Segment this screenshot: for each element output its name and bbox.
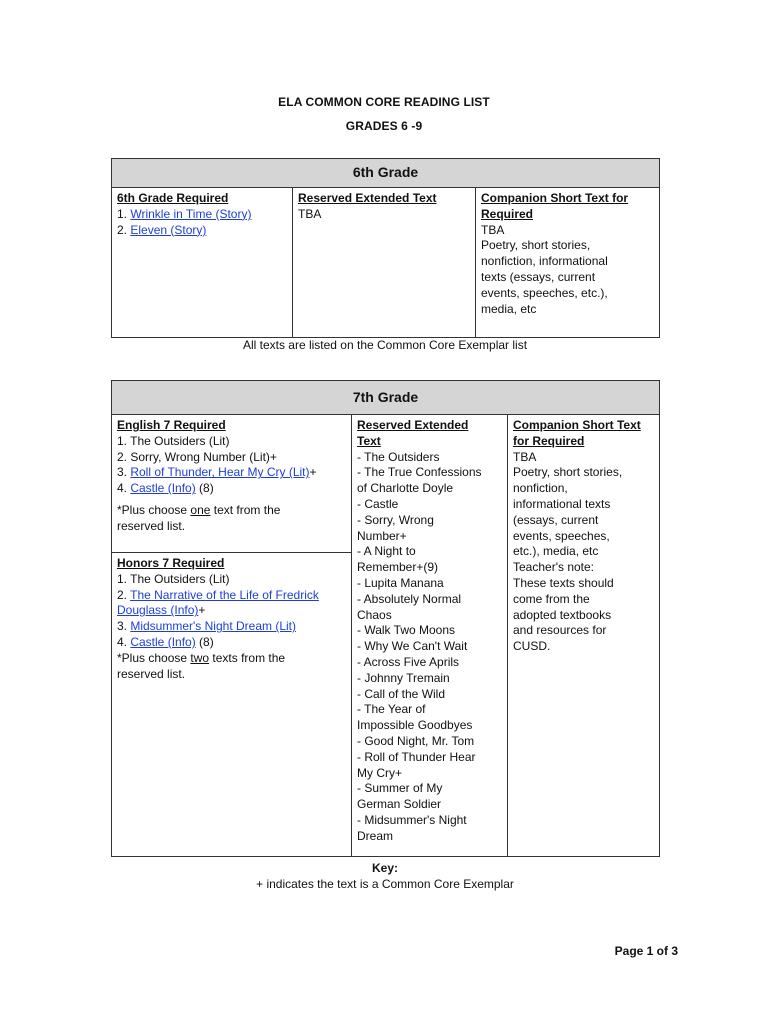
grade6-companion-heading: Companion Short Text for Required	[481, 191, 629, 221]
text-line: - The Year of	[357, 702, 426, 717]
midsummer-link[interactable]: Midsummer's Night Dream (Lit)	[130, 619, 296, 634]
plus-choose-text: *Plus choose one text from the	[117, 502, 281, 517]
text-line: TBA	[513, 449, 537, 464]
grade7-header: 7th Grade	[112, 381, 660, 415]
grade7-table	[111, 380, 660, 857]
text-line: events, speeches,	[513, 528, 610, 543]
text-line: nonfiction, informational	[481, 254, 608, 269]
text-line: These texts should	[513, 575, 614, 590]
text-line: - Walk Two Moons	[357, 623, 456, 638]
document-title: ELA COMMON CORE READING LIST	[278, 95, 490, 109]
grade6-reserved-heading: Reserved Extended Text	[298, 191, 437, 205]
text-line: - Lupita Manana	[357, 575, 444, 590]
grade6-reserved-cell	[293, 188, 476, 338]
text-line: - Johnny Tremain	[357, 670, 450, 685]
text-line: My Cry+	[357, 765, 402, 780]
text-line: - The Outsiders	[357, 449, 440, 464]
text-line: - Absolutely Normal	[357, 591, 462, 606]
honors7-cell	[112, 553, 352, 857]
text-line: Chaos	[357, 607, 392, 622]
grade7-reserved-heading: Reserved Extended Text	[357, 418, 469, 448]
document-subtitle: GRADES 6 -9	[345, 119, 423, 133]
text-line: German Soldier	[357, 797, 442, 812]
text-line: etc.), media, etc	[513, 544, 599, 559]
reserved-text-value: TBA	[298, 206, 322, 221]
narrative-douglass-link-cont[interactable]: Douglass (Info)	[117, 603, 199, 618]
list-item: 2. Eleven (Story)	[117, 222, 207, 237]
text-line: Number+	[357, 528, 407, 543]
text-line: - Castle	[357, 496, 399, 511]
text-line: events, speeches, etc.),	[481, 285, 608, 300]
list-item: 3. Roll of Thunder, Hear My Cry (Lit)+	[117, 465, 317, 480]
text-line: - Roll of Thunder Hear	[357, 749, 476, 764]
text-line: TBA	[481, 222, 505, 237]
text-line: - Midsummer's Night	[357, 812, 467, 827]
text-line: texts (essays, current	[481, 269, 596, 284]
list-item: 3. Midsummer's Night Dream (Lit)	[117, 619, 296, 634]
list-item: 1. The Outsiders (Lit)	[117, 571, 230, 586]
honors7-heading: Honors 7 Required	[117, 556, 225, 570]
text-line: - A Night to	[357, 544, 416, 559]
exemplar-note: All texts are listed on the Common Core Exemplar list	[242, 338, 528, 352]
list-item-cont: Douglass (Info)+	[117, 603, 206, 618]
wrinkle-in-time-link[interactable]: Wrinkle in Time (Story)	[130, 206, 252, 221]
grade7-companion-cell	[508, 415, 660, 857]
list-item: 4. Castle (Info) (8)	[117, 481, 214, 496]
text-line: (essays, current	[513, 512, 599, 527]
text-line: - Sorry, Wrong	[357, 512, 434, 527]
text-line: - Why We Can't Wait	[357, 639, 468, 654]
grade6-required-heading: 6th Grade Required	[117, 191, 229, 205]
text-line: come from the	[513, 591, 590, 606]
key-label: Key:	[371, 861, 398, 875]
text-line: CUSD.	[513, 639, 551, 654]
castle-honors-link[interactable]: Castle (Info)	[130, 634, 196, 649]
text-line: Poetry, short stories,	[481, 238, 591, 253]
text-line: of Charlotte Doyle	[357, 481, 454, 496]
list-item: 1. The Outsiders (Lit)	[117, 433, 230, 448]
list-item: 4. Castle (Info) (8)	[117, 634, 214, 649]
english7-heading: English 7 Required	[117, 418, 226, 432]
plus-choose-text-cont: reserved list.	[117, 666, 186, 681]
list-item: 2. The Narrative of the Life of Fredrick	[117, 587, 319, 602]
grade6-table	[111, 158, 660, 338]
grade7-companion-heading: Companion Short Text for Required	[513, 418, 641, 448]
key-text: + indicates the text is a Common Core Exemplar	[256, 877, 514, 891]
grade6-header: 6th Grade	[112, 159, 660, 188]
english7-cell	[112, 415, 352, 553]
eleven-link[interactable]: Eleven (Story)	[130, 222, 207, 237]
text-line: - Summer of My	[357, 781, 443, 796]
castle-link[interactable]: Castle (Info)	[130, 481, 196, 496]
list-item: 1. Wrinkle in Time (Story)	[117, 206, 252, 221]
teacher-note-label: Teacher's note:	[513, 560, 595, 575]
text-line: - Across Five Aprils	[357, 654, 460, 669]
roll-of-thunder-link[interactable]: Roll of Thunder, Hear My Cry (Lit)	[130, 465, 310, 480]
text-line: nonfiction,	[513, 481, 568, 496]
text-line: Remember+(9)	[357, 560, 439, 575]
narrative-douglass-link[interactable]: The Narrative of the Life of Fredrick	[130, 587, 319, 602]
text-line: adopted textbooks	[513, 607, 612, 622]
list-item: 2. Sorry, Wrong Number (Lit)+	[117, 449, 277, 464]
text-line: Impossible Goodbyes	[357, 718, 473, 733]
text-line: - Call of the Wild	[357, 686, 446, 701]
text-line: media, etc	[481, 301, 537, 316]
text-line: informational texts	[513, 496, 611, 511]
grade6-companion-cell	[476, 188, 660, 338]
text-line: - The True Confessions	[357, 465, 482, 480]
text-line: Poetry, short stories,	[513, 465, 623, 480]
grade6-required-cell	[112, 188, 293, 338]
plus-choose-text: *Plus choose two texts from the	[117, 650, 286, 665]
text-line: - Good Night, Mr. Tom	[357, 733, 475, 748]
grade7-reserved-cell	[352, 415, 508, 857]
page-number: Page 1 of 3	[614, 944, 678, 958]
text-line: and resources for	[513, 623, 607, 638]
plus-choose-text-cont: reserved list.	[117, 518, 186, 533]
text-line: Dream	[357, 828, 394, 843]
